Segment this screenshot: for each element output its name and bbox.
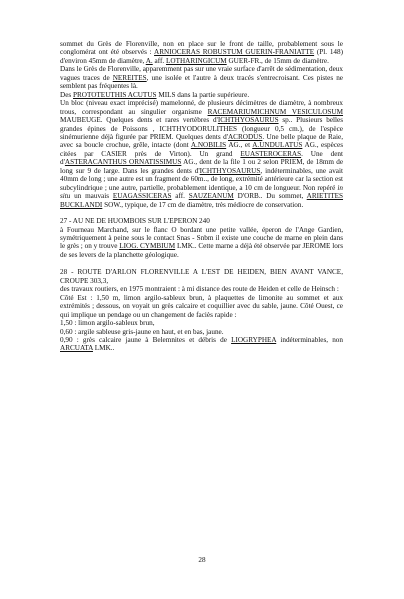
taxon-name: NEREITES bbox=[112, 73, 147, 82]
section-spacer bbox=[60, 209, 343, 217]
taxon-name: A.NOBILIS bbox=[190, 141, 227, 150]
taxon-name: ACRODUS bbox=[227, 132, 263, 141]
text-run: LMK.. bbox=[92, 344, 115, 353]
taxon-name: ICHTHYOSAURUS bbox=[217, 116, 279, 125]
taxon-name: ARIETITES BUCKLANDI bbox=[60, 192, 344, 209]
layer-row-2: 0,60 : argile sableuse gris-jaune en haut, et en bas, jaune. bbox=[60, 327, 224, 336]
text-run: Un bloc (niveau exact imprécisé) mamelonné, de plusieurs décimètres de diamètre, à nombreux trous, correspondant au singulier organisme bbox=[60, 99, 343, 116]
taxon-name: A.UNDULATUS bbox=[252, 141, 303, 150]
taxon-name: PROTOTEUTHIS ACUTUS bbox=[72, 90, 157, 99]
layer-row-3 bbox=[60, 336, 343, 353]
text-run: GUER-FR., de 15mm de diamètre. bbox=[226, 56, 329, 65]
text-run: . Une belle plaque de Raie, avec sa boucle crochue, grêle, intacte (dont bbox=[60, 132, 343, 150]
layer-row-1: 1,50 : limon argilo-sableux brun, bbox=[60, 319, 155, 328]
text-run: sp.. Plusieurs belles grandes épines de Poissons , ICHTHYODORULITHES (longueur 0,5 cm.), de l'espèce sinémurienne déjà figurée par PRIEM. Quelques dents d' bbox=[60, 116, 343, 141]
taxon-name: LIOGRYPHEA bbox=[231, 335, 277, 344]
page-number: 28 bbox=[198, 556, 206, 564]
taxon-name: LIOG. CYMBIUM bbox=[119, 242, 176, 251]
text-run: un mauvais bbox=[70, 192, 113, 201]
text-run: , indéterminables, une avait 40mm de long ; une autre est un fragment de 60m.., de long, extrémité antérieure car la section est subcylindrique ; une autre, partielle, probablement identique, a 10 cm de longueur. Non repéré bbox=[60, 166, 343, 192]
taxon-name: ARNIOCERAS ROBUSTUM GUERIN-FRANIATTE bbox=[154, 48, 315, 57]
taxon-name: SAUZEANUM bbox=[188, 192, 234, 201]
section-28-heading: 28 - ROUTE D'ARLON FLORENVILLE A L'EST DE HEIDEN, BIEN AVANT VANCE, CROUPE 303,3, bbox=[60, 268, 343, 285]
section-27-body bbox=[60, 226, 343, 260]
text-run: AG., dent de la file 1 ou 2 selon PRIEM, de 18mm de long sur 9 de large. Dans les grandes dents d' bbox=[60, 158, 344, 175]
taxon-name: ASTERACANTHUS ORNATISSIMUS bbox=[64, 158, 182, 167]
section-28-intro: des travaux routiers, en 1975 montraient : à mi distance des route de Heiden et celle de Heinsch : bbox=[60, 285, 339, 294]
text-run: LMK.. Cette marne a déjà été observée par JEROME lors de ses levers de la planchette géologique. bbox=[60, 242, 344, 259]
text-run: 0,90 : grès calcaire jaune à Belemnites et débris de bbox=[60, 335, 232, 344]
text-run: AG., et bbox=[226, 141, 253, 150]
text-run: indéterminables, non bbox=[276, 335, 343, 344]
taxon-name: ICHTHYOSAURUS bbox=[199, 166, 261, 175]
paragraph-prototeuthis bbox=[60, 91, 343, 99]
text-run: Des bbox=[60, 90, 73, 99]
text-run: à Fourneau Marchand, sur le flanc O bordant une petite vallée, éperon de l'Ange Gardien, symétriquement à peine sous le contact Snas - Snbm il existe une couche de marne en plein dans le grès ; on y trouve bbox=[60, 225, 343, 251]
section-28-cote-est: Côté Est : 1,50 m, limon argilo-sableux brun, à plaquettes de limonite au sommet et aux extrémités ; dessous, on voyait un grès calcaire et coquillier avec du sable, jaune. Côté Ouest, ce qui implique un pendage ou un changement de faciès rapide : bbox=[60, 293, 343, 319]
taxon-name: A. bbox=[145, 56, 153, 65]
italic-term: in situ bbox=[60, 183, 343, 201]
paragraph-bloc bbox=[60, 99, 343, 209]
taxon-name: EUAGASSICERAS bbox=[112, 192, 172, 201]
text-run: MAUBEUGE. Quelques dents et rares vertèbres d' bbox=[60, 116, 218, 125]
taxon-name: ARCUATA bbox=[60, 344, 93, 353]
taxon-name: LOTHARINGICUM bbox=[165, 56, 227, 65]
text-run: Dans le Grès de Florenville, apparemment pas sur une vraie surface d'arrêt de sédimentation, deux vagues traces de bbox=[60, 65, 343, 82]
text-run: aff. bbox=[152, 56, 166, 65]
text-run: MILS dans la partie supérieure. bbox=[156, 90, 250, 99]
text-run: sommet du Grès de Florenville, non en place sur le front de taille, probablement sous le conglomérat ont été observés : bbox=[60, 40, 343, 57]
paragraph-arnioceras bbox=[60, 40, 343, 65]
taxon-name: EUASTEROCERAS bbox=[240, 149, 302, 158]
text-run: AG., espèces citées par CASIER près de Virton). Un grand bbox=[60, 141, 343, 158]
taxon-name: RACEMARIUMICHNUM VESICULOSUM bbox=[207, 107, 344, 116]
text-column bbox=[60, 40, 343, 353]
text-run: SOW., typique, de 17 cm de diamètre, très médiocre de conservation. bbox=[102, 200, 304, 209]
text-run: . Une dent d' bbox=[60, 149, 343, 167]
section-27-heading: 27 - AU NE DE HUOMBOIS SUR L'EPERON 240 bbox=[60, 217, 210, 226]
section-spacer bbox=[60, 259, 343, 268]
text-run: , une isolée et l'autre à deux tracés s'entrecroisant. Ces pistes ne semblent pas fréquentes là. bbox=[60, 73, 343, 91]
text-run: D'ORB.. Du sommet, bbox=[233, 192, 307, 201]
paragraph-nereites bbox=[60, 65, 343, 90]
text-run: aff. bbox=[171, 192, 189, 201]
text-run: (Pl. 148) d'environ 45mm de diamètre, bbox=[60, 48, 343, 65]
